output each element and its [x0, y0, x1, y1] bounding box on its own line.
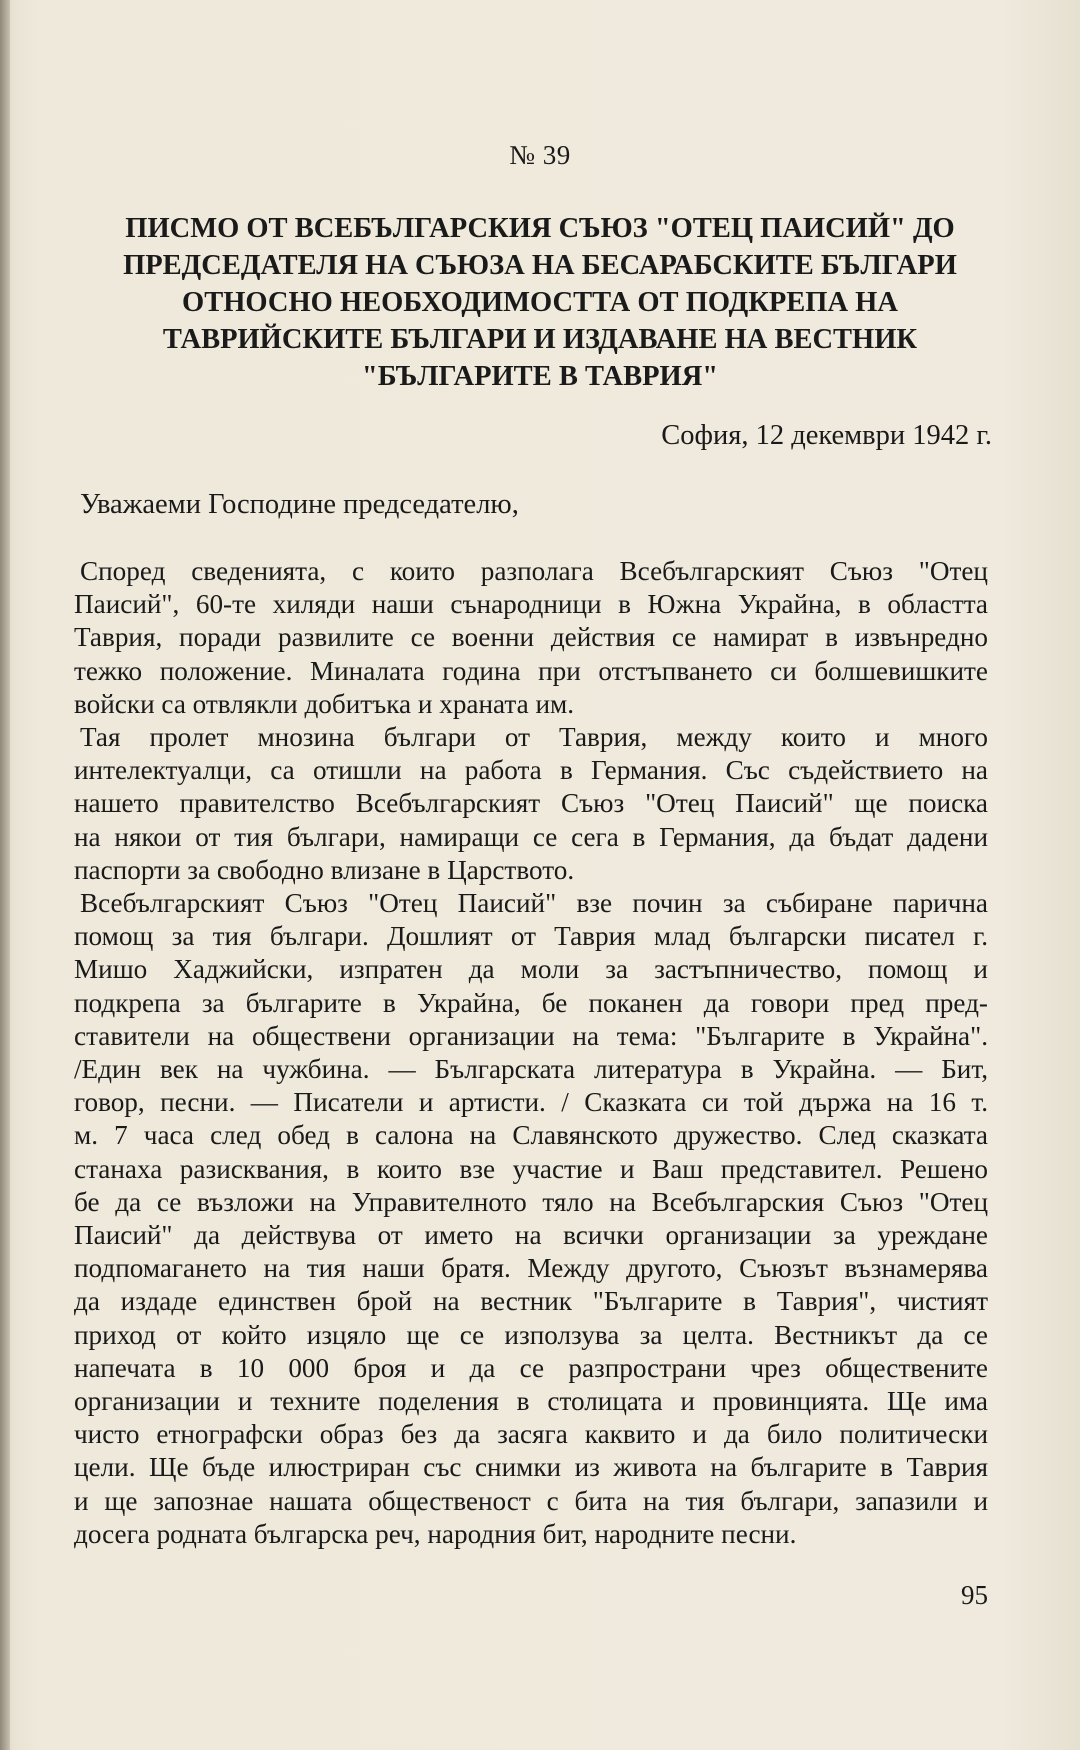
salutation: Уважаеми Господине председателю, — [80, 489, 519, 520]
text-line: Според сведенията, с които разполага Всебългарският Съюз "Отец — [80, 556, 988, 586]
text-line: напечата в 10 000 броя и да се разпространи чрез обществените — [74, 1352, 988, 1383]
text-line: организации и техните поделения в столицата и провинцията. Ще има — [74, 1386, 988, 1417]
text-line: бе да се възложи на Управителното тяло на Всебългарския Съюз "Отец — [74, 1186, 988, 1217]
text-line: и ще запознае нашата общественост с бита на тия българи, запазили и — [74, 1485, 988, 1516]
paragraph-1 — [74, 555, 988, 721]
title-line: ТАВРИЙСКИТЕ БЪЛГАРИ И ИЗДАВАНЕ НА ВЕСТНИК — [162, 324, 918, 355]
text-line: на някои от тия българи, намиращи се сега в Германия, да бъдат дадени — [74, 821, 988, 852]
text-line: м. 7 часа след обед в салона на Славянското дружество. След сказката — [74, 1120, 988, 1151]
text-line: Паисий" да действува от името на всички организации за уреждане — [74, 1220, 988, 1251]
title-line: ПИСМО ОТ ВСЕБЪЛГАРСКИЯ СЪЮЗ "ОТЕЦ ПАИСИЙ" ДО — [125, 213, 955, 244]
text-line: помощ за тия българи. Дошлият от Таврия млад български писател г. — [74, 921, 988, 952]
text-line: говор, песни. — Писатели и артисти. / Сказката си той държа на 16 т. — [74, 1087, 988, 1118]
text-line: тежко положение. Миналата година при отстъпването си болшевишките — [74, 655, 988, 686]
text-line: Мишо Хаджийски, изпратен да моли за застъпничество, помощ и — [74, 954, 988, 985]
text-line: да издаде единствен брой на вестник "Българите в Таврия", чистият — [74, 1286, 988, 1317]
place-and-date: София, 12 декември 1942 г. — [661, 420, 992, 451]
text-line: войски са отвлякли добитъка и храната им. — [74, 688, 575, 719]
text-line: паспорти за свободно влизане в Царството. — [74, 854, 575, 885]
text-line: /Един век на чужбина. — Българската литература в Украйна. — Бит, — [74, 1054, 988, 1085]
text-line: станаха разисквания, в които взе участие и Ваш представител. Решено — [74, 1153, 988, 1184]
letter-body — [74, 555, 988, 1551]
text-line: Всебългарският Съюз "Отец Паисий" взе почин за събиране парична — [80, 888, 988, 919]
page-number: 95 — [961, 1580, 988, 1610]
document-title — [60, 210, 1020, 395]
text-line: подпомагането на тия наши братя. Между другото, Съюзът възнамерява — [74, 1253, 988, 1284]
book-spine-edge — [0, 0, 10, 1750]
text-line: Тая пролет мнозина българи от Таврия, между които и много — [80, 722, 988, 753]
title-line: ОТНОСНО НЕОБХОДИМОСТТА ОТ ПОДКРЕПА НА — [182, 287, 898, 318]
paragraph-2 — [74, 721, 988, 887]
document-number: № 39 — [509, 140, 571, 170]
text-line: чисто етнографски образ без да засяга каквито и да било политически — [74, 1419, 988, 1450]
paragraph-3 — [74, 887, 988, 1551]
title-line: "БЪЛГАРИТЕ В ТАВРИЯ" — [361, 361, 719, 392]
text-line: подкрепа за българите в Украйна, бе поканен да говори пред пред- — [74, 987, 988, 1018]
text-line: интелектуалци, са отишли на работа в Германия. Със съдействието на — [74, 755, 988, 786]
title-line: ПРЕДСЕДАТЕЛЯ НА СЪЮЗА НА БЕСАРАБСКИТЕ БЪЛГАРИ — [123, 250, 957, 281]
text-line: досега родната българска реч, народния бит, народните песни. — [74, 1518, 797, 1549]
text-line: цели. Ще бъде илюстриран със снимки из живота на българите в Таврия — [74, 1452, 988, 1483]
text-line: ставители на обществени организации на тема: "Българите в Украйна". — [74, 1020, 988, 1051]
text-line: Паисий", 60-те хиляди наши сънародници в Южна Украйна, в областта — [74, 589, 988, 620]
text-line: приход от който изцяло ще се използува за целта. Вестникът да се — [74, 1319, 988, 1350]
text-line: Таврия, поради развилите се военни действия се намират в извънредно — [74, 622, 988, 653]
text-line: нашето правителство Всебългарският Съюз "Отец Паисий" ще поиска — [74, 788, 988, 819]
